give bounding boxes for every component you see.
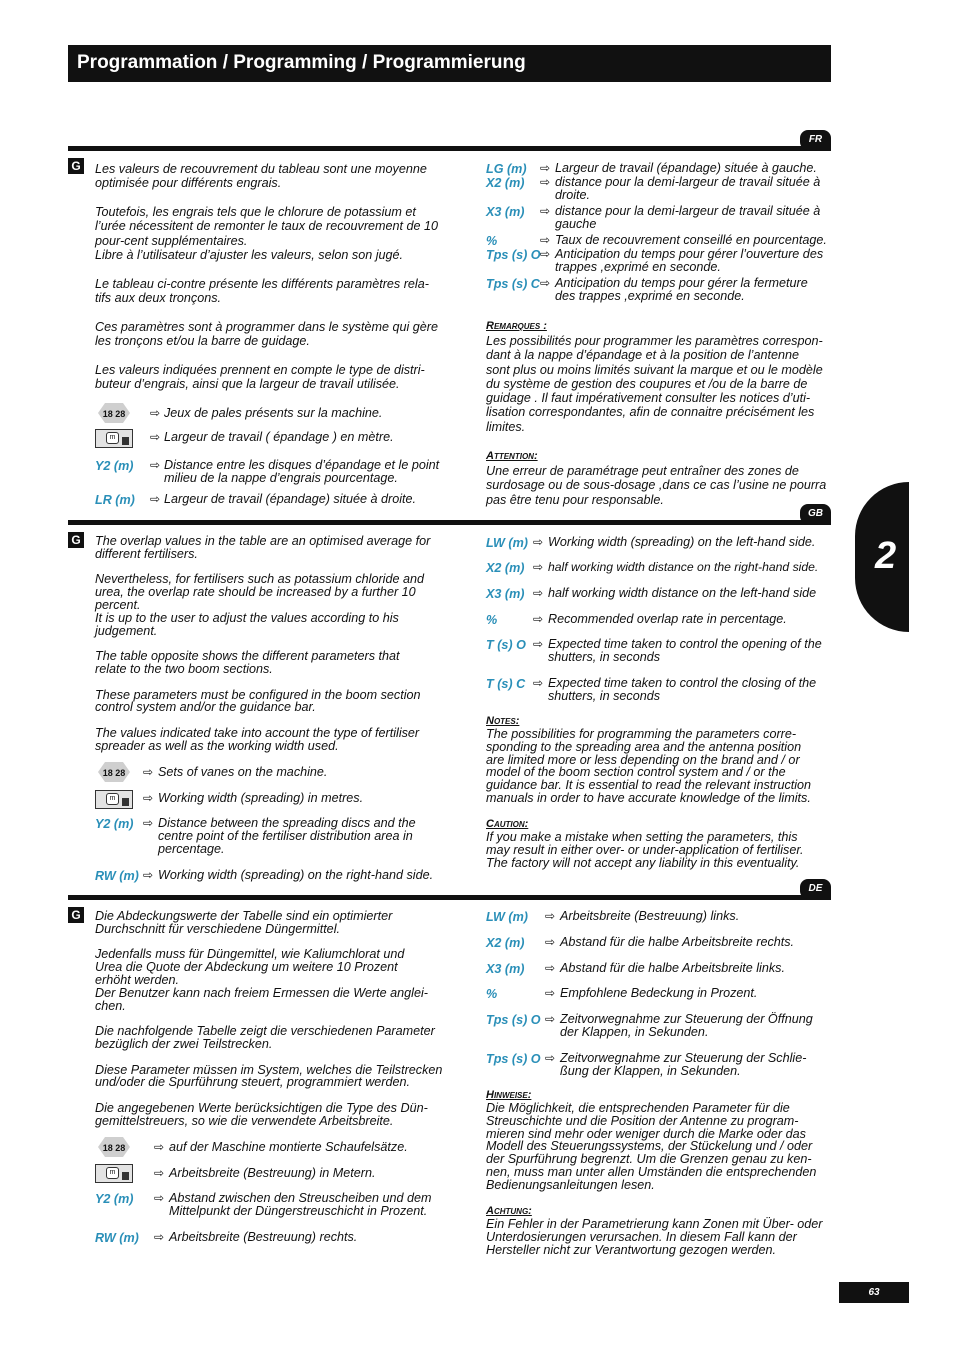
section-rule-gb bbox=[68, 520, 831, 525]
de-def-text: Arbeitsbreite (Bestreuung) links. bbox=[560, 909, 740, 923]
vane-set-icon bbox=[95, 402, 133, 424]
gb-def-text: Expected time taken to control the closing of the shutters, in seconds bbox=[548, 676, 817, 703]
arrow-icon: ⇨ bbox=[545, 909, 556, 923]
gb-rw-text: Working width (spreading) on the right-hand side. bbox=[158, 868, 434, 882]
gb-caution-heading: Caution: bbox=[486, 818, 529, 830]
de-vane-text: auf der Maschine montierte Schaufelsätze. bbox=[169, 1140, 408, 1154]
arrow-icon: ⇨ bbox=[545, 935, 556, 949]
de-notes-heading: Hinweise: bbox=[486, 1089, 532, 1101]
chapter-tab bbox=[855, 482, 909, 632]
fr-y2-text: Distance entre les disques d’épandage et le point milieu de la nappe d’engrais pourcentage. bbox=[164, 458, 440, 486]
section-marker-fr: G bbox=[68, 158, 84, 174]
chapter-number: 2 bbox=[875, 535, 897, 577]
arrow-icon: ⇨ bbox=[150, 430, 161, 444]
de-caution-text: Ein Fehler in der Parametrierung kann Zonen mit Über- oder Unterdosierungen verursachen. In diesem Fall kann der Hersteller nicht zur Verantwortung gezogen werden. bbox=[486, 1217, 823, 1257]
de-left-text: Die Abdeckungswerte der Tabelle sind ein optimierter Durchschnitt für verschiedene Düngermittel. Jedenfalls muss für Düngemittel, wie Kaliumchlorat und Urea die Quote der Abdeckung um weitere 10 Prozent erhöht werden. Der Benutzer kann nach freiem Ermessen die Werte anglei- chen. Die nachfolgende Tabelle zeigt die verschiedenen Parameter bezüglich der zwei Teilstrecken. Diese Parameter müssen im System, welches die Teilstrecken und/oder die Spurführung steuert, programmiert werden. Die angegebenen Werte berücksichtigen die Type des Dün- gemittelstreuers, so wie die verwendete Arbeitsbreite. bbox=[95, 909, 443, 1128]
de-width-text: Arbeitsbreite (Bestreuung) in Metern. bbox=[169, 1166, 376, 1180]
gb-def-abbr: X3 (m) bbox=[486, 587, 525, 601]
de-def-text: Abstand für die halbe Arbeitsbreite links. bbox=[560, 961, 785, 975]
working-width-icon: m bbox=[95, 1164, 133, 1183]
arrow-icon: ⇨ bbox=[545, 986, 556, 1000]
de-def-abbr: Tps (s) O bbox=[486, 1052, 541, 1066]
page-number: 63 bbox=[839, 1282, 909, 1303]
arrow-icon: ⇨ bbox=[540, 276, 551, 290]
gb-def-abbr: X2 (m) bbox=[486, 561, 525, 575]
arrow-icon: ⇨ bbox=[540, 247, 551, 261]
gb-def-text: half working width distance on the right-hand side. bbox=[548, 560, 819, 574]
arrow-icon: ⇨ bbox=[154, 1230, 165, 1244]
de-def-abbr: LW (m) bbox=[486, 910, 528, 924]
de-rw-text: Arbeitsbreite (Bestreuung) rechts. bbox=[169, 1230, 358, 1244]
lang-tab-gb: GB bbox=[800, 504, 831, 524]
arrow-icon: ⇨ bbox=[150, 406, 161, 420]
fr-def-text: Anticipation du temps pour gérer la fermeture des trappes ,exprimé en seconde. bbox=[555, 276, 808, 304]
fr-def-text: Largeur de travail (épandage) située à gauche. bbox=[555, 161, 817, 175]
arrow-icon: ⇨ bbox=[533, 535, 544, 549]
arrow-icon: ⇨ bbox=[540, 161, 551, 175]
fr-def-abbr: % bbox=[486, 234, 498, 248]
gb-def-abbr: LW (m) bbox=[486, 536, 528, 550]
gb-def-text: half working width distance on the left-hand side bbox=[548, 586, 817, 600]
vane-set-icon bbox=[95, 761, 133, 783]
fr-width-text: Largeur de travail ( épandage ) en mètre. bbox=[164, 430, 394, 444]
de-def-abbr: X2 (m) bbox=[486, 936, 525, 950]
arrow-icon: ⇨ bbox=[154, 1140, 165, 1154]
de-def-text: Abstand für die halbe Arbeitsbreite rechts. bbox=[560, 935, 795, 949]
gb-def-abbr: T (s) C bbox=[486, 677, 526, 691]
arrow-icon: ⇨ bbox=[533, 612, 544, 626]
fr-left-text: Les valeurs de recouvrement du tableau sont une moyenne optimisée pour différents engrais. Toutefois, les engrais tels que le chlorure de potassium et l’urée nécessitent de remonter le taux de recouvrement de 10 pour-cent supplémentaires. Libre à l’utilisateur d’ajuster les valeurs, selon son jugé. Le tableau ci-contre présente les différents paramètres rela- tifs aux deux tronçons. Ces paramètres sont à programmer dans le système qui gère les tronçons et/ou la barre de guidage. Les valeurs indiquées prennent en compte le type de distri- buteur d’engrais, ainsi que la largeur de travail utilisée. bbox=[95, 162, 439, 392]
arrow-icon: ⇨ bbox=[545, 1012, 556, 1026]
svg-text:18 28: 18 28 bbox=[102, 768, 126, 778]
gb-def-text: Recommended overlap rate in percentage. bbox=[548, 612, 787, 626]
gb-y2-text: Distance between the spreading discs and the centre point of the fertiliser distribution area in percentage. bbox=[158, 816, 416, 856]
fr-def-abbr: Tps (s) C bbox=[486, 277, 540, 291]
fr-caution-heading: Attention: bbox=[486, 450, 538, 462]
de-def-abbr: X3 (m) bbox=[486, 962, 525, 976]
gb-y2-abbr: Y2 (m) bbox=[95, 817, 134, 831]
de-def-abbr: % bbox=[486, 987, 498, 1001]
fr-def-text: Anticipation du temps pour gérer l’ouverture des trappes ,exprimé en seconde. bbox=[555, 247, 824, 275]
de-notes-text: Die Möglichkeit, die entsprechenden Parameter für die Streuschichte und die Position der Antenne zu program- mieren sind mehr oder weniger durch die Marke oder das Modell des Steuerungssystems, der Stückelung und / oder der Spurführung begrenzt. Um die Grenzen genau zu ken- nen, muss man unter allen Umständen die entsprechenden Bedienungsanleitungen lesen. bbox=[486, 1101, 817, 1192]
svg-text:18 28: 18 28 bbox=[102, 1143, 126, 1153]
gb-def-abbr: T (s) O bbox=[486, 638, 526, 652]
gb-notes-text: The possibilities for programming the parameters corre- sponding to the spreading area and the antenna position are limited more or less depending on the brand and / or model of the boom section control system and / or the guidance bar. It is essential to read the relevant instruction manuals in order to have accurate knowledge of the limits. bbox=[486, 727, 812, 805]
vane-set-icon bbox=[95, 1136, 133, 1158]
gb-def-text: Expected time taken to control the opening of the shutters, in seconds bbox=[548, 637, 822, 664]
fr-y2-abbr: Y2 (m) bbox=[95, 459, 134, 473]
arrow-icon: ⇨ bbox=[143, 791, 154, 805]
arrow-icon: ⇨ bbox=[143, 816, 154, 830]
section-rule-de bbox=[68, 895, 831, 900]
gb-caution-text: If you make a mistake when setting the parameters, this may result in either over- or under-application of fertiliser. The factory will not accept any liability in this eventuality. bbox=[486, 830, 804, 870]
fr-def-text: distance pour la demi-largeur de travail située à gauche bbox=[555, 204, 821, 232]
page-header bbox=[68, 45, 831, 82]
fr-def-abbr: X2 (m) bbox=[486, 176, 525, 190]
fr-def-abbr: Tps (s) O bbox=[486, 248, 541, 262]
arrow-icon: ⇨ bbox=[533, 676, 544, 690]
de-y2-text: Abstand zwischen den Streuscheiben und dem Mittelpunkt der Düngerstreuschicht in Prozent. bbox=[169, 1191, 432, 1218]
fr-notes-text: Les possibilités pour programmer les paramètres correspon- dant à la nappe d’épandage et à la position de l’antenne sont plus ou moins limités suivant la marque et ou le modèle du système de gestion des coupures et /ou de la barre de guidage . Il faut impérativement consulter les notices d’uti- lisation correspondantes, afin de connaitre précisément les limites. bbox=[486, 334, 823, 434]
gb-notes-heading: Notes: bbox=[486, 715, 520, 727]
arrow-icon: ⇨ bbox=[143, 765, 154, 779]
gb-def-abbr: % bbox=[486, 613, 498, 627]
gb-left-text: The overlap values in the table are an optimised average for different fertilisers. Nevertheless, for fertilisers such as potassium chloride and urea, the overlap rate should be increased by a further 10 percent. It is up to the user to adjust the values according to his judgement. The table opposite shows the different parameters that relate to the two boom sections. These parameters must be configured in the boom section control system and/or the guidance bar. The values indicated take into account the type of fertiliser spreader as well as the working width used. bbox=[95, 534, 431, 753]
de-caution-heading: Achtung: bbox=[486, 1205, 532, 1217]
section-marker-de: G bbox=[68, 907, 84, 923]
arrow-icon: ⇨ bbox=[545, 961, 556, 975]
de-y2-abbr: Y2 (m) bbox=[95, 1192, 134, 1206]
arrow-icon: ⇨ bbox=[545, 1051, 556, 1065]
de-rw-abbr: RW (m) bbox=[95, 1231, 139, 1245]
arrow-icon: ⇨ bbox=[533, 560, 544, 574]
lang-tab-fr: FR bbox=[800, 130, 831, 150]
svg-text:18 28: 18 28 bbox=[102, 409, 126, 419]
de-def-text: Zeitvorwegnahme zur Steuerung der Öffnung der Klappen, in Sekunden. bbox=[560, 1012, 813, 1039]
fr-def-text: distance pour la demi-largeur de travail située à droite. bbox=[555, 175, 821, 203]
arrow-icon: ⇨ bbox=[154, 1166, 165, 1180]
section-rule-fr bbox=[68, 146, 831, 151]
fr-lr-text: Largeur de travail (épandage) située à droite. bbox=[164, 492, 417, 506]
arrow-icon: ⇨ bbox=[150, 492, 161, 506]
fr-caution-text: Une erreur de paramétrage peut entraîner des zones de surdosage ou de sous-dosage ,dans ce cas l’usine ne pourra pas être tenu pour responsable. bbox=[486, 464, 827, 507]
gb-def-text: Working width (spreading) on the left-hand side. bbox=[548, 535, 816, 549]
working-width-icon: m bbox=[95, 790, 133, 809]
arrow-icon: ⇨ bbox=[540, 233, 551, 247]
arrow-icon: ⇨ bbox=[540, 204, 551, 218]
fr-def-abbr: LG (m) bbox=[486, 162, 527, 176]
arrow-icon: ⇨ bbox=[533, 586, 544, 600]
fr-vane-text: Jeux de pales présents sur la machine. bbox=[164, 406, 383, 420]
arrow-icon: ⇨ bbox=[143, 868, 154, 882]
de-def-text: Empfohlene Bedeckung in Prozent. bbox=[560, 986, 758, 1000]
de-def-text: Zeitvorwegnahme zur Steuerung der Schlie- ßung der Klappen, in Sekunden. bbox=[560, 1051, 807, 1078]
arrow-icon: ⇨ bbox=[154, 1191, 165, 1205]
section-marker-gb: G bbox=[68, 532, 84, 548]
fr-notes-heading: Remarques : bbox=[486, 320, 547, 332]
lang-tab-de: DE bbox=[800, 879, 831, 899]
fr-def-abbr: X3 (m) bbox=[486, 205, 525, 219]
fr-def-text: Taux de recouvrement conseillé en pourcentage. bbox=[555, 233, 827, 247]
arrow-icon: ⇨ bbox=[533, 637, 544, 651]
gb-rw-abbr: RW (m) bbox=[95, 869, 139, 883]
gb-width-text: Working width (spreading) in metres. bbox=[158, 791, 364, 805]
arrow-icon: ⇨ bbox=[540, 175, 551, 189]
page-title: Programmation / Programming / Programmierung bbox=[77, 52, 526, 73]
de-def-abbr: Tps (s) O bbox=[486, 1013, 541, 1027]
working-width-icon: m bbox=[95, 429, 133, 448]
gb-vane-text: Sets of vanes on the machine. bbox=[158, 765, 328, 779]
fr-lr-abbr: LR (m) bbox=[95, 493, 135, 507]
arrow-icon: ⇨ bbox=[150, 458, 161, 472]
